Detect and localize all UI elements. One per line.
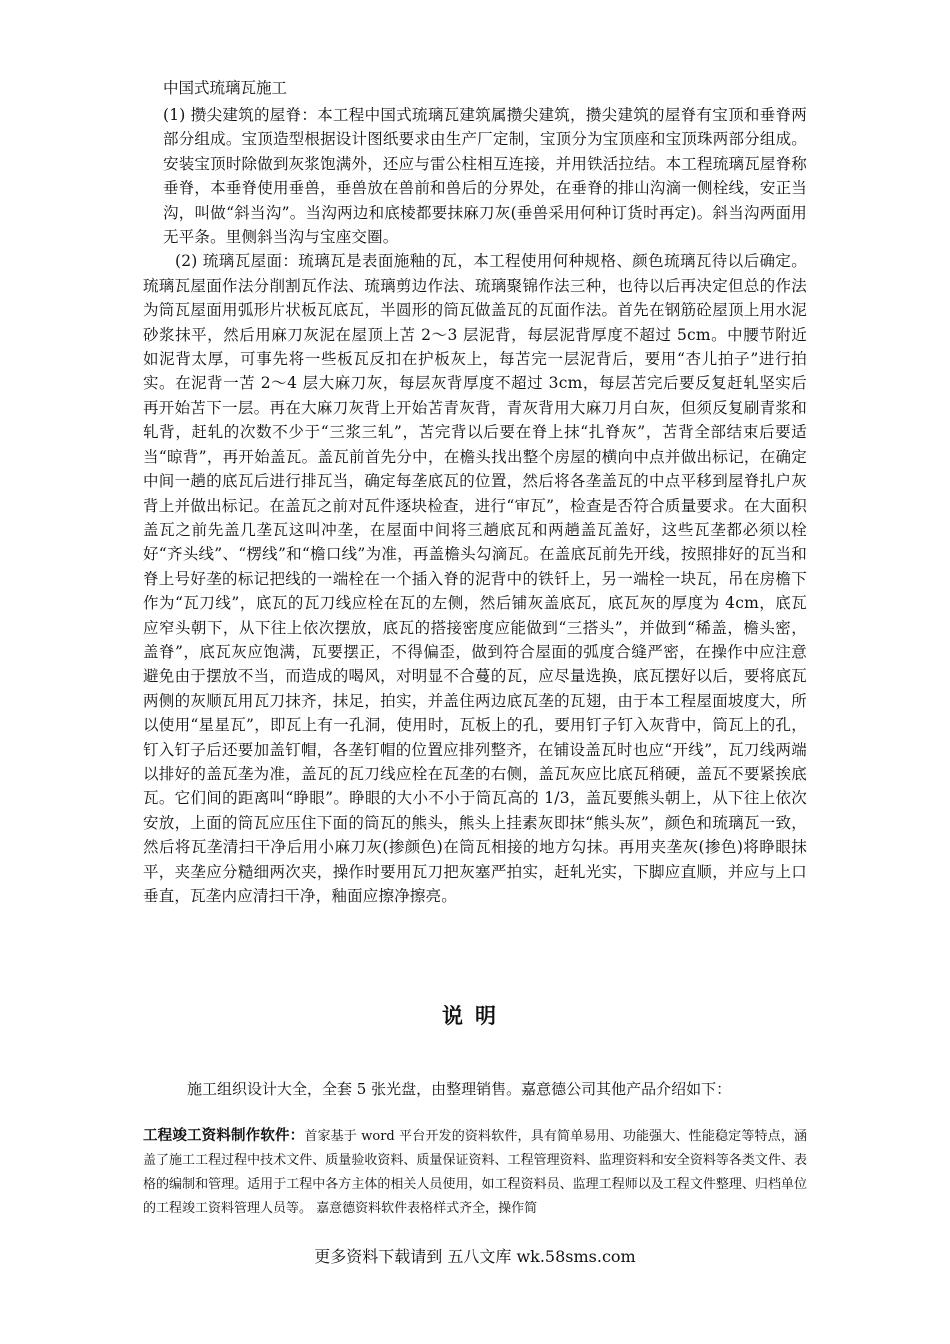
paragraph-roof-ridge: (1) 攒尖建筑的屋脊：本工程中国式琉璃瓦建筑属攒尖建筑，攒尖建筑的屋脊有宝顶和垂脊两部分组成。宝顶造型根据设计图纸要求由生产厂定制，宝顶分为宝顶座和宝顶珠两部分组成。安装宝顶时除做到灰浆饱满外，还应与雷公柱相互连接，并用铁活拉结。本工程琉璃瓦屋脊称垂脊，本垂脊使用垂兽，垂兽放在兽前和兽后的分界处，在垂脊的排山沟滴一侧栓线，安正当沟，叫做“斜当沟”。当沟两边和底棱都要抹麻刀灰(垂兽采用何种订货时再定)。斜当沟两面用无平条。里侧斜当沟与宝座交圈。: [163, 106, 807, 247]
body-text: [143, 103, 807, 908]
product-label: 工程竣工资料制作软件：: [143, 1128, 305, 1144]
intro-line: 施工组织设计大全，全套 5 张光盘，由整理销售。嘉意德公司其他产品介绍如下：: [187, 1080, 732, 1098]
paragraph-glazed-tile-roof: (2) 琉璃瓦屋面：琉璃瓦是表面施釉的瓦，本工程使用何种规格、颜色琉璃瓦待以后确定。琉璃瓦屋面作法分削割瓦作法、琉璃剪边作法、琉璃聚锦作法三种，也待以后再决定但总的作法为筒瓦屋面用弧形片状板瓦底瓦，半圆形的筒瓦做盖瓦的瓦面作法。首先在钢筋砼屋顶上用水泥砂浆抹平，然后用麻刀灰泥在屋顶上苫 2～3 层泥背，每层泥背厚度不超过 5cm。中腰节附近如泥背太厚，可事先将一些板瓦反扣在护板灰上，每苫完一层泥背后，要用“杏儿拍子”进行拍实。在泥背一苫 2～4 层大麻刀灰，每层灰背厚度不超过 3cm，每层苫完后要反复赶轧坚实后再开始苫下一层。再在大麻刀灰背上开始苫青灰背，青灰背用大麻刀月白灰，但须反复刷青浆和轧背，赶轧的次数不少于“三浆三轧”，苫完背以后要在脊上抹“扎脊灰”，苫背全部结束后要适当“晾背”，再开始盖瓦。盖瓦前首先分中，在檐头找出整个房屋的横向中点并做出标记，在确定中间一趟的底瓦后进行排瓦当，确定每垄底瓦的位置，然后将各垄盖瓦的中点平移到屋脊扎户灰背上并做出标记。在盖瓦之前对瓦件逐块检查，进行“审瓦”，检查是否符合质量要求。在大面积盖瓦之前先盖几垄瓦这叫冲垄，在屋面中间将三趟底瓦和两趟盖瓦盖好，这些瓦垄都必须以栓好“齐头线”、“楞线”和“檐口线”为准，再盖檐头勾滴瓦。在盖底瓦前先开线，按照排好的瓦当和脊上号好垄的标记把线的一端栓在一个插入脊的泥背中的铁钎上，另一端栓一块瓦，吊在房檐下作为“瓦刀线”，底瓦的瓦刀线应栓在瓦的左侧，然后铺灰盖底瓦，底瓦灰的厚度为 4cm，底瓦应窄头朝下，从下往上依次摆放，底瓦的搭接密度应能做到“三搭头”，并做到“稀盖，檐头密，盖脊”，底瓦灰应饱满，瓦要摆正，不得偏歪，做到符合屋面的弧度合缝严密，在操作中应注意避免由于摆放不当，而造成的喝风，对明显不合蔓的瓦，应尽量选换，底瓦摆好以后，要将底瓦两侧的灰顺瓦用瓦刀抹齐，抹足，拍实，并盖住两边底瓦垄的瓦翅，由于本工程屋面坡度大，所以使用“星星瓦”，即瓦上有一孔洞，使用时，瓦板上的孔，要用钉子钉入灰背中，筒瓦上的孔，钉入钉子后还要加盖钉帽，各垄钉帽的位置应排列整齐，在铺设盖瓦时也应“开线”，瓦刀线两端以排好的盖瓦垄为准，盖瓦的瓦刀线应栓在瓦垄的右侧，盖瓦灰应比底瓦稍硬，盖瓦不要紧挨底瓦。它们间的距离叫“睁眼”。睁眼的大小不小于筒瓦高的 1/3，盖瓦要熊头朝上，从下往上依次安放，上面的筒瓦应压住下面的筒瓦的熊头，熊头上挂素灰即抹“熊头灰”，颜色和琉璃瓦一致，然后将瓦垄清扫干净后用小麻刀灰(掺颜色)在筒瓦相接的地方勾抹。再用夹垄灰(掺色)将睁眼抹平，夹垄应分糙细两次夹，操作时要用瓦刀把灰塞严拍实，赶轧光实，下脚应直顺，并应与上口垂直，瓦垄内应清扫干净，釉面应擦净擦亮。: [143, 252, 807, 905]
product-description: [143, 1124, 807, 1221]
product-text: 首家基于 word 平台开发的资料软件，具有简单易用、功能强大、性能稳定等特点，涵盖了施工工程过程中技术文件、质量验收资料、质量保证资料、工程管理资料、监理资料和安全资料等各类文件、表格的编制和管理。适用于工程中各方主体的相关人员使用，如工程资料员、监理工程师以及工程文件整理、归档单位的工程竣工资料管理人员等。 嘉意德资料软件表格样式齐全，操作简: [143, 1129, 807, 1216]
footer-download-link[interactable]: 更多资料下载请到 五八文库 wk.58sms.com: [314, 1247, 636, 1266]
section-title: 中国式琉璃瓦施工: [163, 79, 288, 97]
explanation-heading: 说明: [442, 1004, 508, 1028]
